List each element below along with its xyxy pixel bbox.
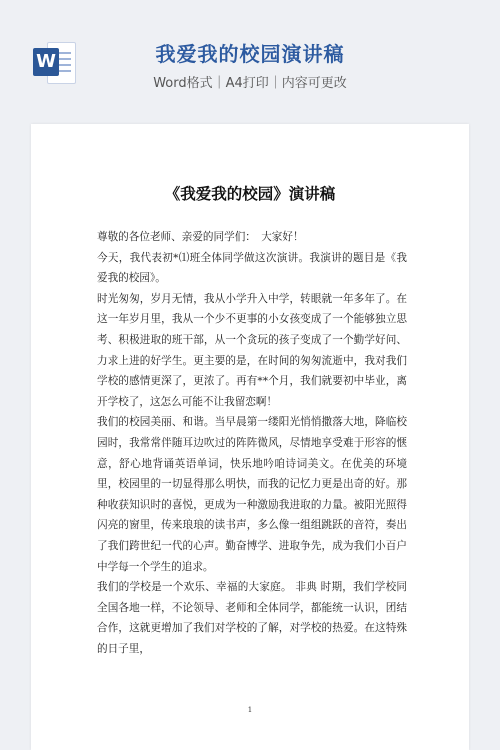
essay-title: 《我爱我的校园》演讲稿 — [164, 184, 336, 203]
paragraph-greeting: 尊敬的各位老师、亲爱的同学们： 大家好！ — [97, 231, 304, 243]
page-subtitle: Word格式｜A4打印｜内容可更改 — [153, 76, 347, 91]
document-page — [31, 124, 469, 750]
word-letter-badge: W — [33, 48, 59, 76]
paragraph: 时光匆匆，岁月无情，我从小学升入中学，转眼就一年多年了。在这一年岁月里，我从一个少不更事的小女孩变成了一个能够独立思考、积极进取的班干部，从一个贪玩的孩子变成了一个勤学好问、力求上进的好学生。更主要的是，在时间的匆匆流逝中，我对我们学校的感情更深了，更浓了。再有**个月，我们就要初中毕业，离开学校了，这怎么可能不让我留恋啊！ — [97, 292, 407, 408]
page-title: 我爱我的校园演讲稿 — [155, 42, 345, 66]
essay-body — [97, 227, 407, 659]
page-number: 1 — [247, 706, 253, 714]
header-banner — [0, 0, 500, 120]
paragraph: 今天，我代表初*⑴班全体同学做这次演讲。我演讲的题目是《我爱我的校园》。 — [97, 251, 407, 285]
paragraph: 我们的校园美丽、和谐。当早晨第一缕阳光悄悄撒落大地，降临校园时，我常常伴随耳边吹过的阵阵微风，尽情地享受难于形容的惬意，舒心地背诵英语单词，快乐地吟咱诗词美文。在优美的环境里，校园里的一切显得那么明快，而我的记忆力更是出奇的好。那种收获知识时的喜悦，更成为一种激励我进取的力量。被阳光照得闪亮的窗里，传来琅琅的读书声，多么像一组组跳跃的音符，奏出了我们跨世纪一代的心声。勤奋博学、进取争先，成为我们小百户中学每一个学生的追求。 — [97, 416, 407, 573]
paragraph: 我们的学校是一个欢乐、幸福的大家庭。 非典 时期，我们学校同全国各地一样，不论领导、老师和全体同学，都能统一认识，团结合作，这就更增加了我们对学校的了解，对学校的热爱。在这特殊的日子里， — [97, 581, 407, 655]
